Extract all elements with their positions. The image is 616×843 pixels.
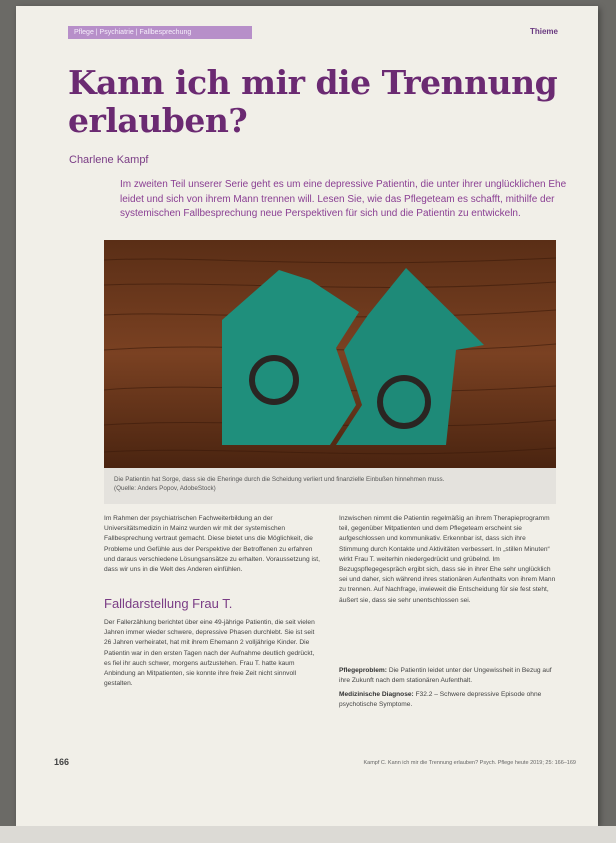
title-line-2: erlauben? bbox=[68, 101, 248, 140]
lead-paragraph: Im zweiten Teil unserer Serie geht es um eine depressive Patientin, die unter ihrer unglücklichen Ehe leidet und sich von ihrem Mann trennen will. Lesen Sie, wie das Pflegeteam es schafft, mithilfe der systemischen Fallbesprechung neue Perspektiven für sich und die Patientin zu entwickeln. bbox=[120, 179, 567, 220]
intro-paragraph: Im Rahmen der psychiatrischen Fachweiterbildung an der Universitätsmedizin in Mainz wurden wir mit der systemischen Fallbesprechung vertraut gemacht. Diese bietet uns die Möglichkeit, die Probleme und Gefühle aus der Perspektive der Betroffenen zu erfahren und daraus verschiedene Lösungsansätze zu erhalten. Voraussetzung ist, dass wir uns in die Welt des Anderen einfühlen. bbox=[104, 515, 320, 574]
care-problem-label: Pflegeproblem: bbox=[339, 667, 387, 674]
medical-diagnosis bbox=[339, 690, 557, 710]
case-paragraph: Der Fallerzählung berichtet über eine 49-jährige Patientin, die seit vielen Jahren immer wieder schwere, depressive Phasen durchlebt. Sie ist seit 26 Jahren verheiratet, hat mit ihrem Ehemann 2 volljährige Kinder. Die Patientin war in den ersten Tagen nach der Aufnahme deutlich gedrückt, es fiel ihr auch schwer, morgens aufzustehen. Frau T. hatte kaum Anbindung an Mitpatienten, sie konnte ihre freie Zeit nicht sinnvoll gestalten. bbox=[104, 619, 315, 688]
photo-caption bbox=[104, 468, 556, 504]
care-problem-text: Die Patientin leidet unter der Ungewissheit in Bezug auf ihre Zukunft nach dem stationären Aufenthalt. bbox=[339, 667, 552, 685]
citation: Kampf C. Kann ich mir die Trennung erlauben? Psych. Pflege heute 2019; 25: 166–169 bbox=[363, 760, 576, 766]
caption-text: Die Patientin hat Sorge, dass sie die Eheringe durch die Scheidung verliert und finanzielle Einbußen hinnehmen muss. bbox=[114, 476, 445, 483]
diagnosis-text: F32.2 – Schwere depressive Episode ohne psychotische Symptome. bbox=[339, 691, 542, 709]
scan-background bbox=[0, 826, 616, 843]
section-heading: Falldarstellung Frau T. bbox=[104, 596, 233, 611]
article-photo bbox=[104, 240, 556, 468]
publisher-logo: Thieme bbox=[529, 27, 558, 36]
right-paragraph: Inzwischen nimmt die Patientin regelmäßig an ihrem Therapieprogramm teil, gegenüber Mitpatienten und dem Pflegeteam erscheint sie aufgeschlossen und kommunikativ. Erkennbar ist, dass sich ihre Stimmung durch Kontakte und Aktivitäten verbessert. In „stillen Minuten“ wirkt Frau T. weiterhin niedergedrückt und grübelnd. Im Bezugspflegegespräch ergibt sich, dass sie in ihrer Ehe sehr unglücklich sei und daher, sich während ihres stationären Aufenthalts von ihrem Mann zu trennen. Auf Nachfrage, inwieweit die Entscheidung für sie fest steht, äußert sie, dass sie sehr unentschlossen sei. bbox=[339, 515, 556, 604]
care-problem bbox=[339, 666, 557, 686]
section-tag: Pflege | Psychiatrie | Fallbesprechung bbox=[68, 26, 252, 39]
diagnosis-label: Medizinische Diagnose: bbox=[339, 691, 414, 698]
title-line-1: Kann ich mir die Trennung bbox=[68, 63, 558, 102]
author: Charlene Kampf bbox=[69, 154, 149, 166]
wedding-rings-illustration bbox=[104, 240, 556, 468]
article-title bbox=[68, 64, 568, 140]
page-number: 166 bbox=[54, 757, 70, 767]
caption-credit: (Quelle: Anders Popov, AdobeStock) bbox=[114, 485, 216, 492]
